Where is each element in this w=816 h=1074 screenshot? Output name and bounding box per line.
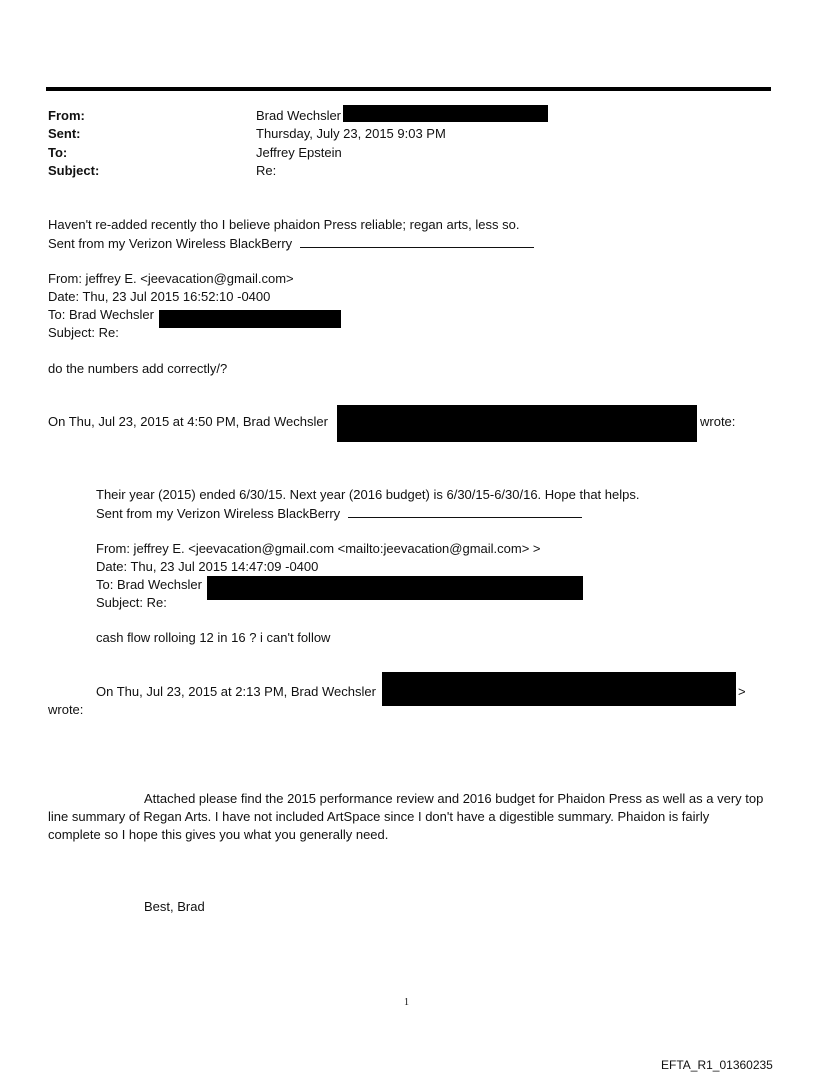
page-number: 1 [404,997,409,1008]
document-id: EFTA_R1_01360235 [661,1058,773,1072]
subject-value: Re: [256,163,277,178]
redaction-block [343,105,548,122]
reply1-signature [48,234,534,253]
quoted2-body: cash flow rolloing 12 in 16 ? i can't follow [96,630,331,645]
quoted2-on-line: On Thu, Jul 23, 2015 at 2:13 PM, Brad Wechsler [96,684,376,699]
from-label: From: [48,108,85,123]
quoted2-from: From: jeffrey E. <jeevacation@gmail.com <mailto:jeevacation@gmail.com> > [96,541,541,556]
quoted2-subject: Subject: Re: [96,595,167,610]
reply1-signature-text: Sent from my Verizon Wireless BlackBerry [48,236,293,251]
quoted2-gt: > [738,684,746,699]
sent-value: Thursday, July 23, 2015 9:03 PM [256,126,446,141]
original-signoff: Best, Brad [144,899,205,914]
from-value: Brad Wechsler [256,108,342,123]
quoted2-date: Date: Thu, 23 Jul 2015 14:47:09 -0400 [96,559,319,574]
redaction-block [159,310,341,328]
quoted2-wrote: wrote: [48,702,84,717]
subject-label: Subject: [48,163,100,178]
original-body: Attached please find the 2015 performance review and 2016 budget for Phaidon Press as well as a very top line summary of Regan Arts. I have not included ArtSpace since I don't have a digestible summary. Phaidon is fairly complete so I hope this gives you what you generally need. [48,791,764,842]
reply2-signature [96,504,582,523]
quoted1-subject: Subject: Re: [48,325,119,340]
quoted1-date: Date: Thu, 23 Jul 2015 16:52:10 -0400 [48,289,271,304]
quoted2-to: To: Brad Wechsler [96,577,202,592]
redaction-block [382,672,736,706]
quoted1-wrote: wrote: [700,414,736,429]
to-label: To: [48,145,68,160]
header-rule [46,87,771,91]
signature-separator [300,234,534,248]
reply2-signature-text: Sent from my Verizon Wireless BlackBerry [96,506,341,521]
signature-separator [348,504,582,518]
redaction-block [207,576,583,600]
reply1-line1: Haven't re-added recently tho I believe phaidon Press reliable; regan arts, less so. [48,217,520,232]
to-value: Jeffrey Epstein [256,145,342,160]
quoted1-on-line: On Thu, Jul 23, 2015 at 4:50 PM, Brad Wechsler [48,414,328,429]
redaction-block [337,405,697,442]
sent-label: Sent: [48,126,81,141]
quoted1-from: From: jeffrey E. <jeevacation@gmail.com> [48,271,294,286]
quoted1-body: do the numbers add correctly/? [48,361,228,376]
quoted1-to: To: Brad Wechsler [48,307,154,322]
reply2-line1: Their year (2015) ended 6/30/15. Next year (2016 budget) is 6/30/15-6/30/16. Hope that helps. [96,487,640,502]
